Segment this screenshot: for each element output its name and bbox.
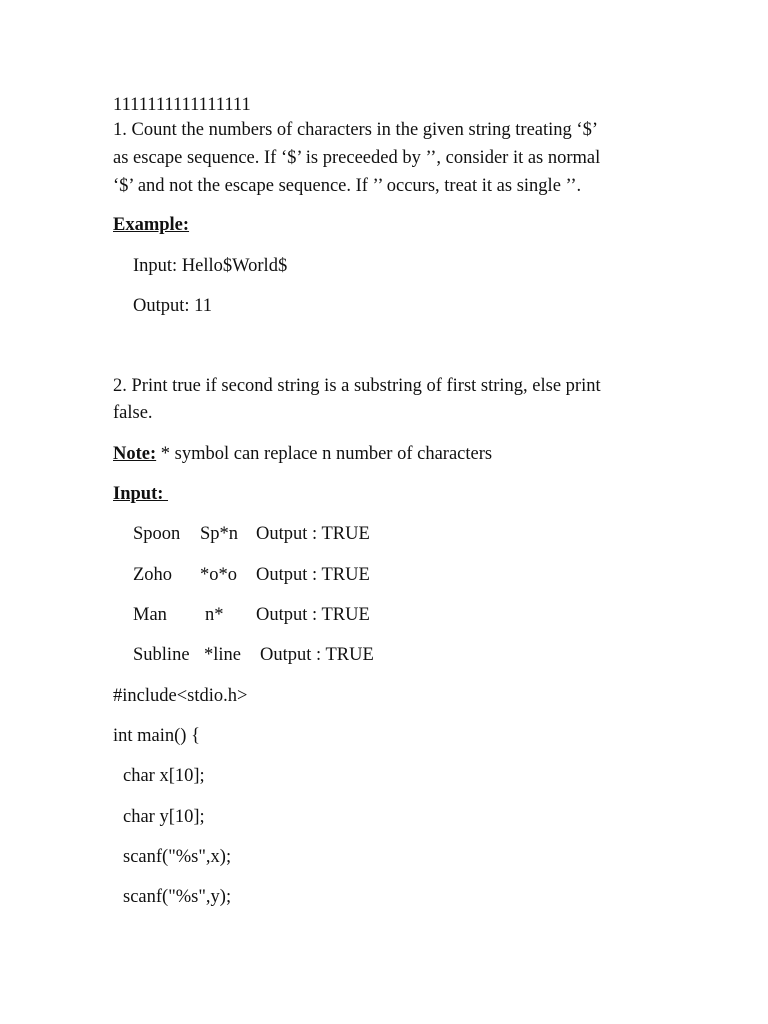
note-label: Note: bbox=[113, 444, 157, 464]
row-output: Output : TRUE bbox=[256, 565, 370, 585]
code-line: int main() { bbox=[113, 726, 200, 746]
example-output: Output: 11 bbox=[133, 296, 212, 316]
row-first-string: Subline bbox=[133, 645, 190, 665]
code-line: #include<stdio.h> bbox=[113, 686, 248, 706]
header-digits: 1111111111111111 bbox=[113, 95, 251, 115]
row-second-string: Sp*n bbox=[200, 524, 239, 544]
question-2-line-1: 2. Print true if second string is a substring of first string, else print bbox=[113, 376, 601, 396]
example-row bbox=[133, 644, 374, 666]
row-second-string: *o*o bbox=[200, 565, 237, 585]
code-line: scanf("%s",y); bbox=[123, 887, 232, 907]
row-second-string: n* bbox=[205, 605, 224, 625]
note-text: * symbol can replace n number of characters bbox=[156, 444, 493, 464]
example-heading: Example: bbox=[113, 215, 190, 235]
question-1-line-3: ‘$’ and not the escape sequence. If ’’ occurs, treat it as single ’’. bbox=[113, 176, 582, 196]
question-1-line-2: as escape sequence. If ‘$’ is preceeded by ’’, consider it as normal bbox=[113, 148, 601, 168]
question-1-line-1: 1. Count the numbers of characters in the given string treating ‘$’ bbox=[113, 120, 598, 140]
input-heading: Input: bbox=[113, 484, 169, 504]
row-first-string: Spoon bbox=[133, 524, 181, 544]
example-row bbox=[133, 523, 370, 545]
row-first-string: Zoho bbox=[133, 565, 173, 585]
row-output: Output : TRUE bbox=[256, 524, 370, 544]
row-second-string: *line bbox=[204, 645, 241, 665]
row-output: Output : TRUE bbox=[256, 605, 370, 625]
row-output: Output : TRUE bbox=[260, 645, 374, 665]
example-input: Input: Hello$World$ bbox=[133, 256, 288, 276]
code-line: scanf("%s",x); bbox=[123, 847, 232, 867]
question-2-line-2: false. bbox=[113, 403, 153, 423]
example-row bbox=[133, 564, 370, 586]
example-row bbox=[133, 604, 370, 626]
row-first-string: Man bbox=[133, 605, 167, 625]
code-line: char x[10]; bbox=[123, 766, 205, 786]
note-line bbox=[113, 443, 492, 465]
code-line: char y[10]; bbox=[123, 807, 205, 827]
